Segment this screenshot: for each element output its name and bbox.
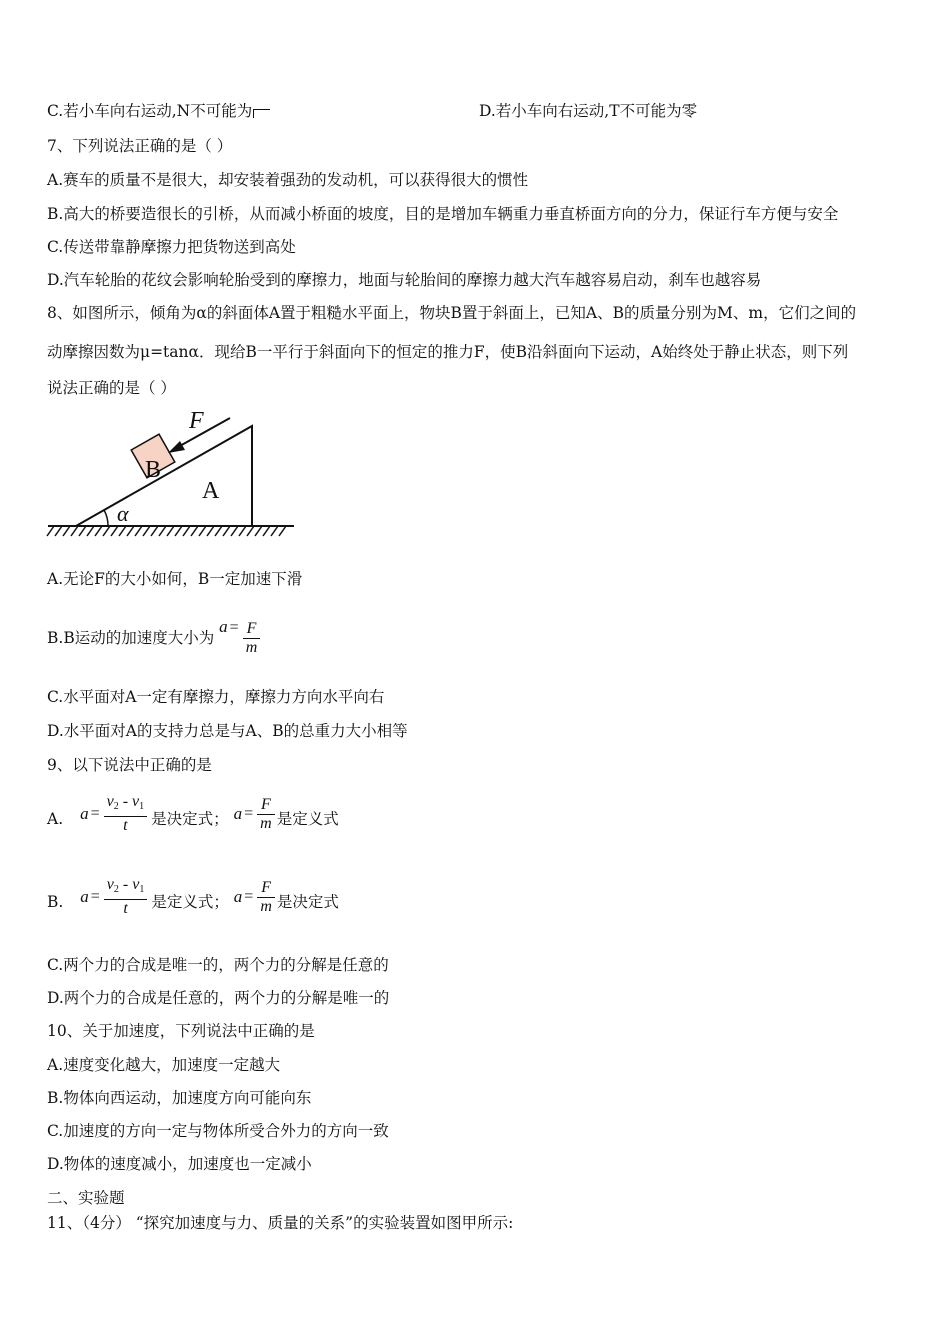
formula-fraction: [257, 796, 275, 833]
blank-mark: [253, 109, 270, 118]
formula-lhs: a: [80, 804, 89, 823]
formula-equals: =: [244, 805, 254, 822]
hatch-mark: [271, 526, 278, 536]
formula-numerator: $v_2 - v_1$: [104, 793, 148, 817]
q7-option-c: C.传送带靠静摩擦力把货物送到高处: [47, 238, 296, 256]
block-label: B: [145, 457, 162, 483]
hatch-mark: [47, 526, 54, 536]
q9-option-b: [47, 871, 339, 921]
force-label: F: [189, 408, 204, 434]
hatch-mark: [127, 526, 134, 536]
q10-stem: 10、关于加速度，下列说法中正确的是: [47, 1022, 315, 1040]
formula-equals: =: [229, 619, 239, 636]
formula-fraction: [257, 879, 275, 916]
formula-denominator: m: [260, 814, 272, 832]
q8-stem-line-3: 说法正确的是（ ）: [47, 379, 176, 397]
q7-stem: 7、下列说法正确的是（ ）: [47, 137, 233, 155]
hatch-mark: [183, 526, 190, 536]
hatch-mark: [71, 526, 78, 536]
force-arrow-head: [168, 441, 185, 453]
q9-option-d: D.两个力的合成是任意的，两个力的分解是唯一的: [47, 989, 390, 1007]
q8-option-d: D.水平面对A的支持力总是与A、B的总重力大小相等: [47, 722, 408, 740]
q11-stem: 11、（4分） “探究加速度与力、质量的关系”的实验装置如图甲所示:: [47, 1214, 514, 1232]
formula-numerator: F: [243, 620, 261, 639]
formula-denominator: m: [260, 897, 272, 915]
q8-option-b: [47, 603, 262, 656]
hatch-mark: [55, 526, 62, 536]
q10-option-a: A.速度变化越大，加速度一定越大: [47, 1056, 281, 1074]
formula-fraction: [104, 793, 148, 835]
hatch-mark: [135, 526, 142, 536]
formula-equals: =: [90, 805, 100, 822]
q9-a-label: A.: [47, 810, 64, 828]
ground-hatching: [47, 526, 286, 536]
hatch-mark: [159, 526, 166, 536]
hatch-mark: [95, 526, 102, 536]
q9-option-a: [47, 788, 339, 838]
hatch-mark: [207, 526, 214, 536]
formula-denominator: t: [123, 900, 128, 917]
formula-numerator: F: [257, 879, 275, 898]
incline-body: [76, 426, 252, 526]
q9-b-mid: 是定义式；: [151, 893, 229, 911]
q10-option-c: C.加速度的方向一定与物体所受合外力的方向一致: [47, 1122, 389, 1140]
hatch-mark: [119, 526, 126, 536]
formula-lhs: a: [80, 887, 89, 906]
q6-row: [47, 101, 698, 121]
q8-option-c: C.水平面对A一定有摩擦力，摩擦力方向水平向右: [47, 688, 385, 706]
q9-a-mid: 是决定式；: [151, 810, 229, 828]
formula-fraction: [104, 876, 148, 918]
hatch-mark: [111, 526, 118, 536]
q10-option-d: D.物体的速度减小，加速度也一定减小: [47, 1155, 312, 1173]
formula-lhs: a: [219, 617, 228, 636]
hatch-mark: [239, 526, 246, 536]
angle-label: α: [117, 501, 129, 526]
hatch-mark: [167, 526, 174, 536]
q7-option-d: D.汽车轮胎的花纹会影响轮胎受到的摩擦力，地面与轮胎间的摩擦力越大汽车越容易启动，刹车也越容易: [47, 271, 762, 289]
hatch-mark: [199, 526, 206, 536]
q8-option-a: A.无论F的大小如何，B一定加速下滑: [47, 570, 303, 588]
q8-stem-line-1: 8、如图所示，倾角为α的斜面体A置于粗糙水平面上，物块B置于斜面上，已知A、B的质量分别为M、m，它们之间的: [47, 304, 857, 322]
q7-option-a: A.赛车的质量不是很大，却安装着强劲的发动机，可以获得很大的惯性: [47, 171, 529, 189]
hatch-mark: [215, 526, 222, 536]
hatch-mark: [263, 526, 270, 536]
hatch-mark: [79, 526, 86, 536]
incline-label: A: [202, 478, 220, 504]
incline-figure: [44, 404, 298, 546]
hatch-mark: [151, 526, 158, 536]
q9-stem: 9、以下说法中正确的是: [47, 756, 212, 774]
hatch-mark: [103, 526, 110, 536]
formula-denominator: m: [245, 638, 258, 656]
hatch-mark: [231, 526, 238, 536]
hatch-mark: [63, 526, 70, 536]
hatch-mark: [223, 526, 230, 536]
q8-option-b-text: B.B运动的加速度大小为: [47, 629, 215, 647]
q7-option-b: B.高大的桥要造很长的引桥，从而减小桥面的坡度，目的是增加车辆重力垂直桥面方向的分力，保证行车方便与安全: [47, 205, 839, 223]
q6-option-d: D.若小车向右运动,T不可能为零: [479, 102, 698, 120]
q8-stem-line-2: 动摩擦因数为μ=tanα．现给B一平行于斜面向下的恒定的推力F，使B沿斜面向下运动，A始终处于静止状态，则下列: [47, 343, 849, 361]
formula-numerator: F: [257, 796, 275, 815]
formula-numerator: $v_2 - v_1$: [104, 876, 148, 900]
hatch-mark: [87, 526, 94, 536]
formula-lhs: a: [233, 887, 243, 906]
formula-equals: =: [244, 888, 254, 905]
formula-lhs: a: [233, 804, 243, 823]
q6-option-c: C.若小车向右运动,N不可能为: [47, 102, 253, 120]
hatch-mark: [175, 526, 182, 536]
q10-option-b: B.物体向西运动，加速度方向可能向东: [47, 1089, 312, 1107]
hatch-mark: [279, 526, 286, 536]
formula-denominator: t: [123, 817, 128, 834]
q9-b-tail: 是决定式: [276, 893, 339, 911]
formula-equals: =: [90, 888, 100, 905]
hatch-mark: [191, 526, 198, 536]
section-title: 二、实验题: [47, 1189, 125, 1207]
q9-option-c: C.两个力的合成是唯一的，两个力的分解是任意的: [47, 956, 389, 974]
q9-a-tail: 是定义式: [276, 810, 339, 828]
hatch-mark: [247, 526, 254, 536]
q9-b-label: B.: [47, 893, 64, 911]
formula-fraction: [243, 620, 261, 657]
hatch-mark: [143, 526, 150, 536]
hatch-mark: [255, 526, 262, 536]
